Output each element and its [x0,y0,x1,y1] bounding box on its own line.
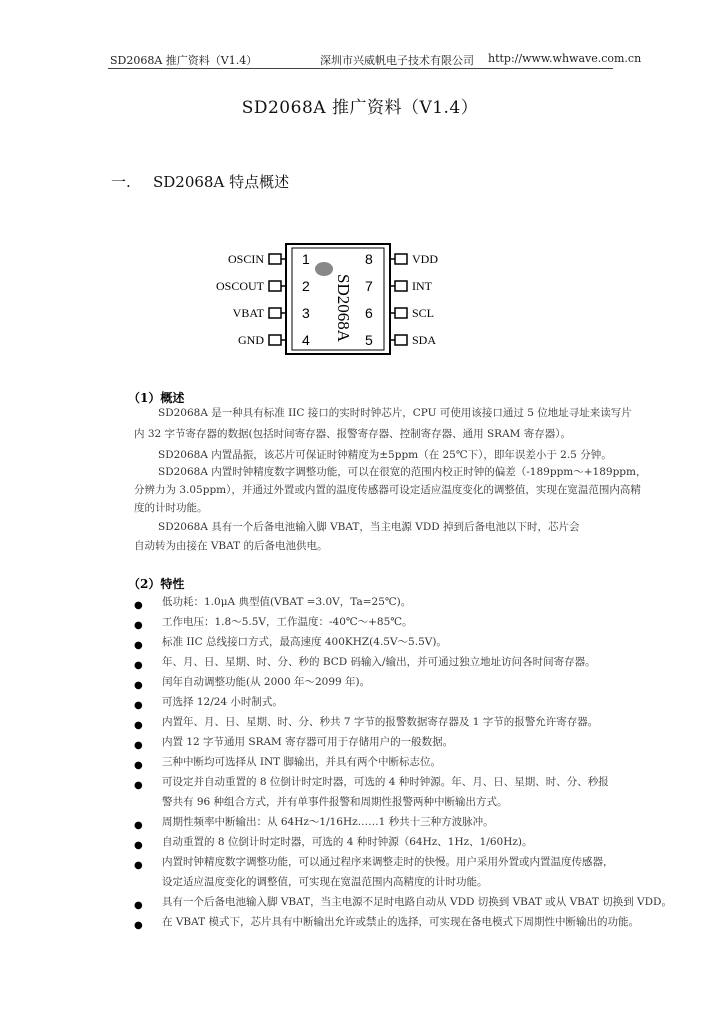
bullet-icon: ● [134,740,143,751]
overview-line-6: 度的计时功能。 [134,502,208,514]
pin-label-5: SDA [412,333,437,347]
bullet-icon: ● [134,660,143,671]
pin-label-7: INT [412,279,432,293]
pin-label-8: VDD [412,252,438,266]
list-item: ● 低功耗：1.0μA 典型值(VBAT =3.0V，Ta=25℃)。 [134,592,614,612]
overview-line-2: 内 32 字节寄存器的数据(包括时间寄存器、报警寄存器、控制寄存器、通用 SRAM 寄存器）。 [134,428,571,440]
list-item: ● 闰年自动调整功能(从 2000 年～2099 年)。 [134,672,614,692]
section-number: 一. [111,173,131,191]
pin-number-7: 7 [365,278,373,294]
bullet-icon: ● [134,820,143,831]
bullet-icon: ● [134,600,143,611]
pin-number-4: 4 [302,332,310,348]
pin-number-3: 3 [302,305,310,321]
pin-label-6: SCL [412,306,435,320]
list-item: ● 可设定并自动重置的 8 位倒计时定时器，可选的 4 种时钟源。年、月、日、星期、时、分、秒报警共有 96 种组合方式，并有单事件报警和周期性报警两种中断输出方式。 [134,776,609,808]
section-title: SD2068A 特点概述 [153,173,290,191]
list-item: ● 内置 12 字节通用 SRAM 寄存器可用于存储用户的一般数据。 [134,732,614,752]
overview-line-7: SD2068A 具有一个后备电池输入脚 VBAT，当主电源 VDD 掉到后备电池以下时，芯片会 [158,521,580,533]
overview-heading: （1）概述 [128,391,185,405]
overview-line-1: SD2068A 是一种具有标准 IIC 接口的实时时钟芯片，CPU 可使用该接口通过 5 位地址寻址来读写片 [158,407,632,419]
list-item: ● 内置年、月、日、星期、时、分、秒共 7 字节的报警数据寄存器及 1 字节的报警允许寄存器。 [134,712,614,732]
header-company: 深圳市兴威帆电子技术有限公司 [320,54,474,67]
pin1-marker [315,262,333,276]
list-item: ● 具有一个后备电池输入脚 VBAT，当主电源不足时电路自动从 VDD 切换到 VBAT 或从 VBAT 切换到 VDD。 [134,892,614,912]
chip-pinout-diagram [210,238,438,360]
pin-number-2: 2 [302,278,310,294]
overview-line-5: 分辨力为 3.05ppm），并通过外置或内置的温度传感器可设定适应温度变化的调整值，实现在宽温范围内高精 [134,484,641,496]
pin-number-1: 1 [302,251,310,267]
list-item: ● 内置时钟精度数字调整功能，可以通过程序来调整走时的快慢。用户采用外置或内置温度传感器，设定适应温度变化的调整值，可实现在宽温范围内高精度的计时功能。 [134,856,614,888]
pin-label-4: GND [238,333,264,347]
list-item: ● 在 VBAT 模式下，芯片具有中断输出允许或禁止的选择，可实现在备电模式下周期性中断输出的功能。 [134,912,614,932]
chip-marking: SD2068A [334,274,353,343]
features-list [134,592,672,932]
list-item: ● 标准 IIC 总线接口方式，最高速度 400KHZ(4.5V～5.5V)。 [134,632,614,652]
pin-label-2: OSCOUT [215,279,264,293]
list-item: ● 可选择 12/24 小时制式。 [134,692,614,712]
list-item: ● 周期性频率中断输出：从 64Hz～1/16Hz……1 秒共十三种方波脉冲。 [134,812,614,832]
list-item: ● 年、月、日、星期、时、分、秒的 BCD 码输入/输出，并可通过独立地址访问各时间寄存器。 [134,652,614,672]
list-item: ● 工作电压：1.8～5.5V，工作温度：-40℃～+85℃。 [134,612,614,632]
bullet-icon: ● [134,720,143,731]
list-item: ● 三种中断均可选择从 INT 脚输出，并具有两个中断标志位。 [134,752,614,772]
bullet-icon: ● [134,920,143,931]
header-url[interactable]: http://www.whwave.com.cn [488,52,642,65]
section-heading [111,171,289,192]
right-pins [390,254,407,345]
pin-number-8: 8 [365,251,373,267]
header-divider [108,68,613,69]
pin-number-6: 6 [365,305,373,321]
overview-line-4: SD2068A 内置时钟精度数字调整功能，可以在很宽的范围内校正时钟的偏差（-189ppm～+189ppm， [158,466,647,478]
bullet-icon: ● [134,780,143,791]
bullet-icon: ● [134,680,143,691]
bullet-icon: ● [134,700,143,711]
overview-line-8: 自动转为由接在 VBAT 的后备电池供电。 [134,540,328,552]
bullet-icon: ● [134,760,143,771]
bullet-icon: ● [134,860,143,871]
list-item: ● 自动重置的 8 位倒计时定时器，可选的 4 种时钟源（64Hz、1Hz、1/60Hz)。 [134,832,614,852]
bullet-icon: ● [134,900,143,911]
document-title: SD2068A 推广资料（V1.4） [241,98,479,118]
overview-line-3: SD2068A 内置晶振，该芯片可保证时钟精度为±5ppm（在 25℃下），即年误差小于 2.5 分钟。 [158,449,612,461]
bullet-icon: ● [134,840,143,851]
bullet-icon: ● [134,640,143,651]
pin-label-3: VBAT [232,306,264,320]
features-heading: （2）特性 [128,577,185,591]
bullet-icon: ● [134,620,143,631]
pin-label-1: OSCIN [227,252,264,266]
left-pins [269,254,286,345]
pin-number-5: 5 [365,332,373,348]
header-doc-title: SD2068A 推广资料（V1.4） [110,54,258,67]
